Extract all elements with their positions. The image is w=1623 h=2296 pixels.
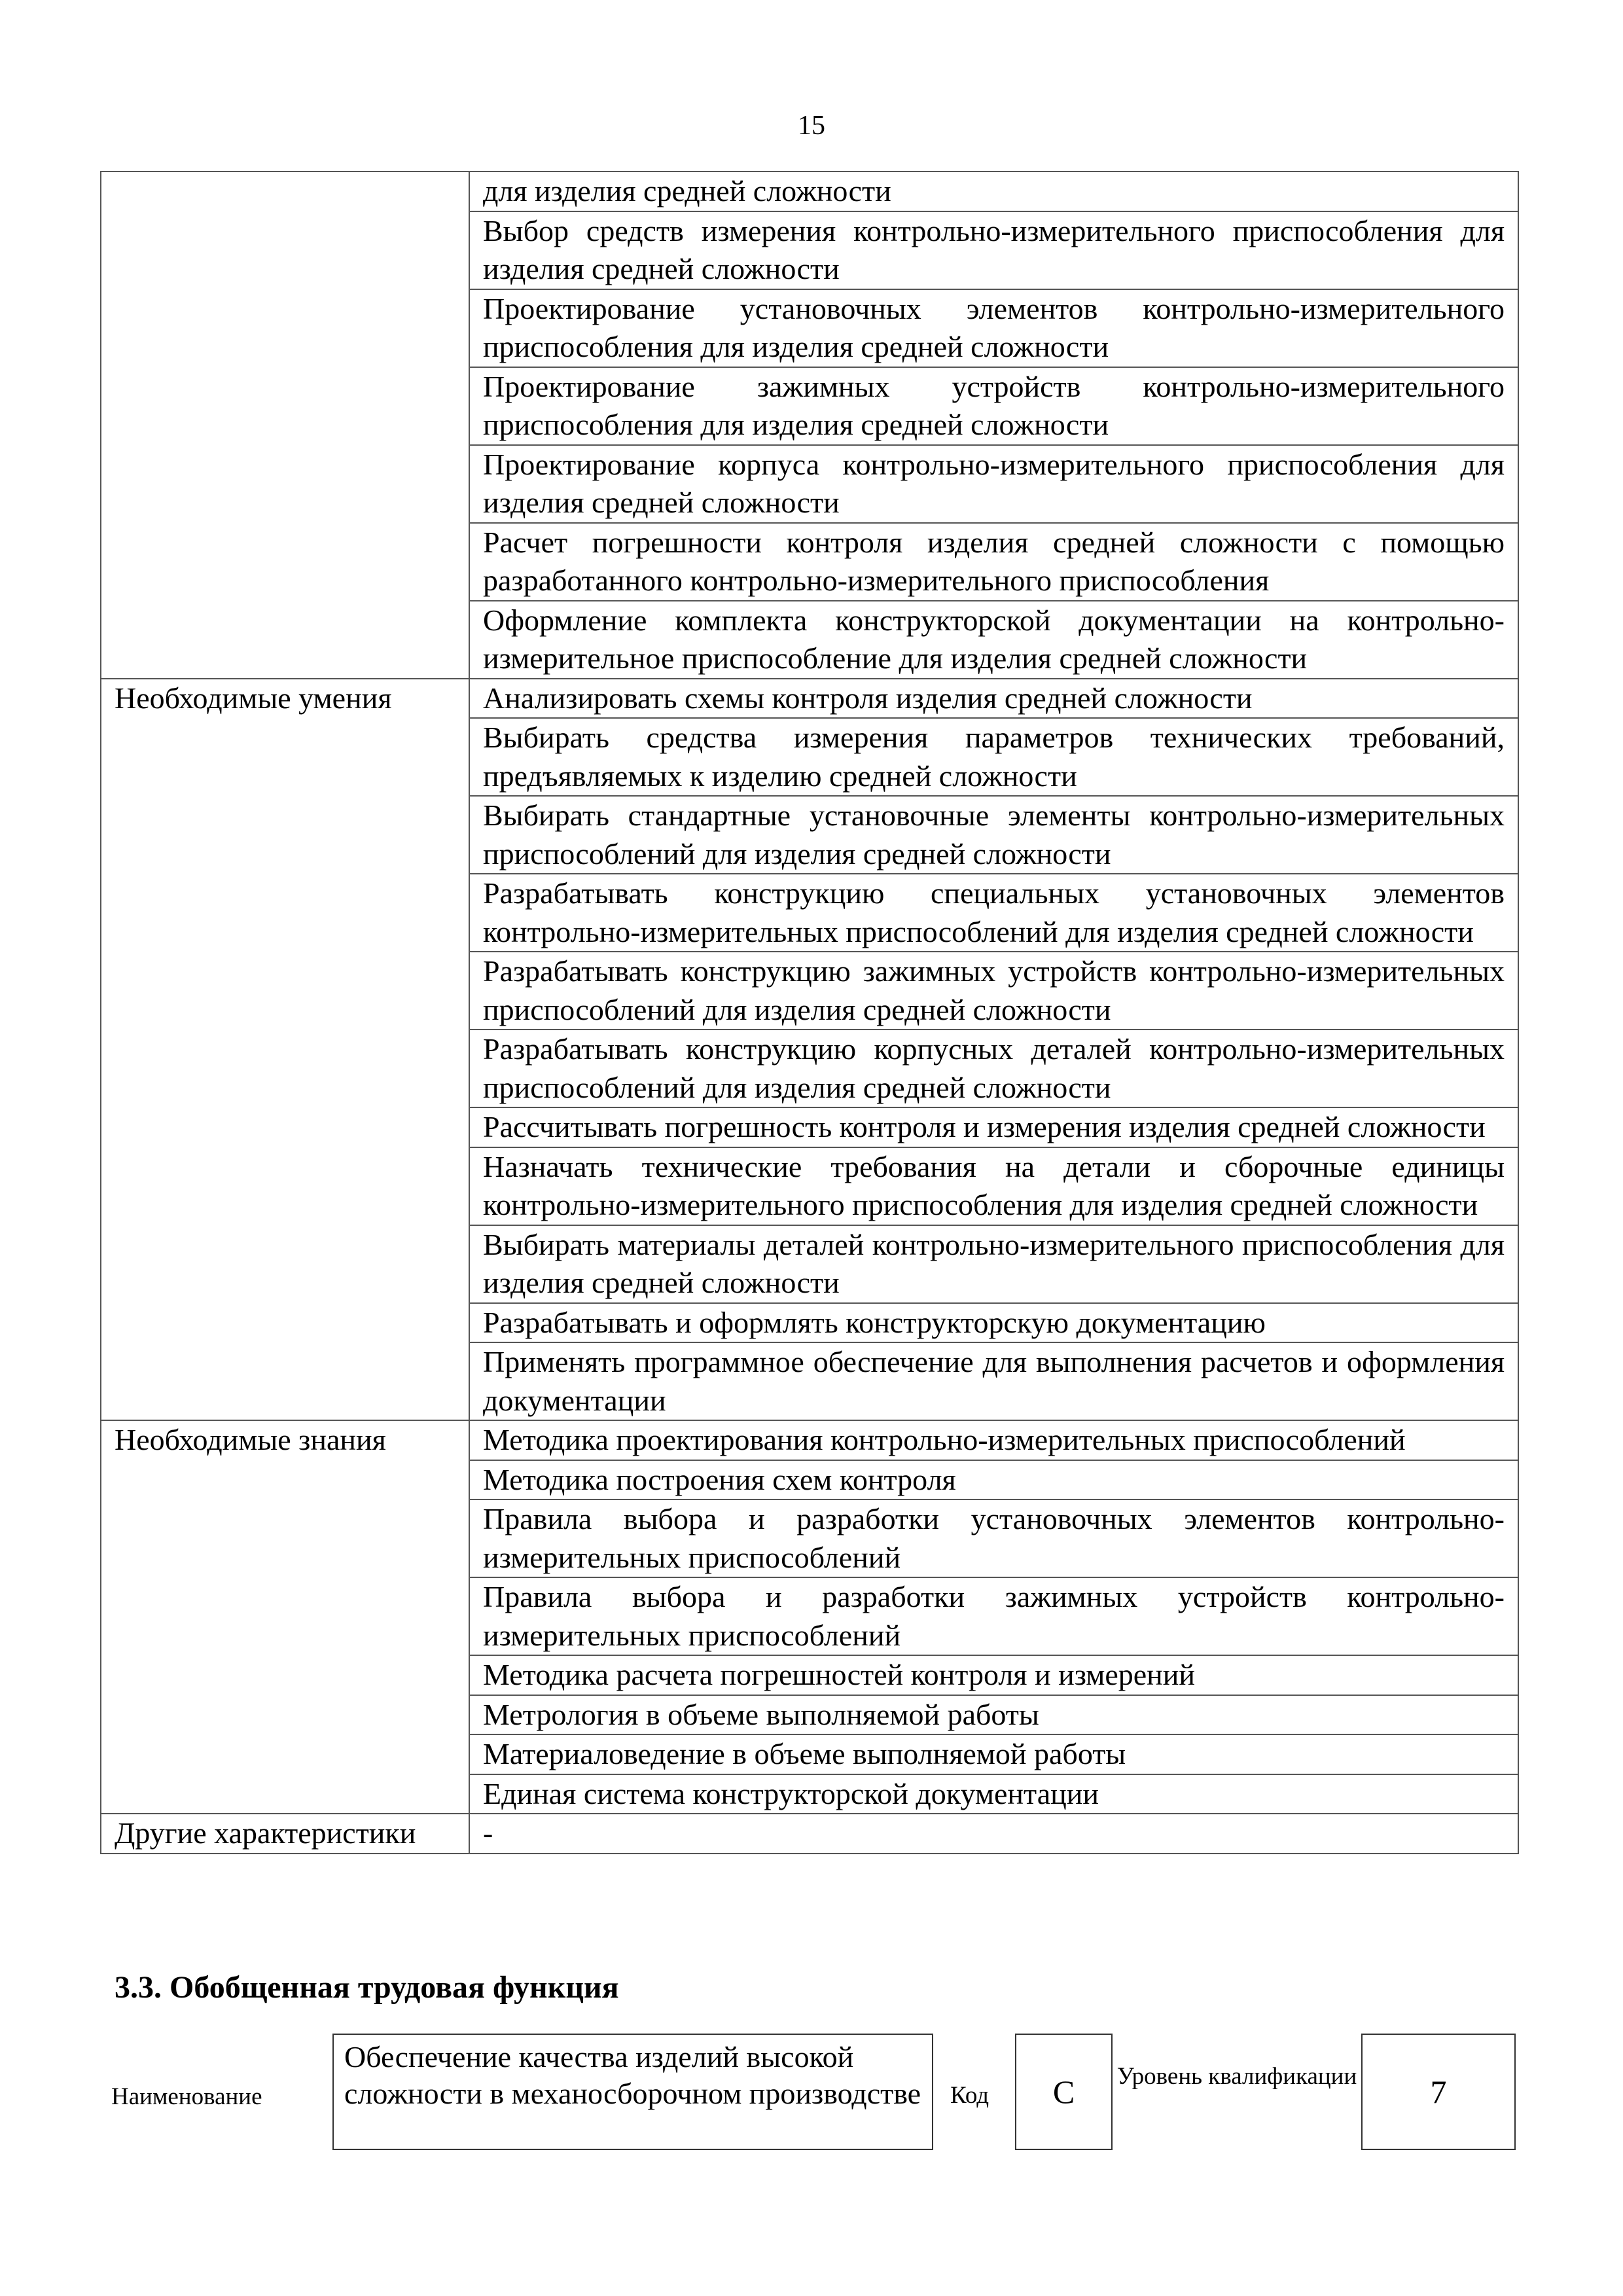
- row-group-label: Необходимые умения: [101, 679, 469, 1421]
- table-cell-item: Разрабатывать конструкцию корпусных деталей контрольно-измерительных приспособлений для изделия средней сложности: [469, 1030, 1518, 1107]
- table-cell-item: Анализировать схемы контроля изделия средней сложности: [469, 679, 1518, 719]
- row-group-label: Другие характеристики: [101, 1814, 469, 1854]
- table-cell-item: Метрология в объеме выполняемой работы: [469, 1695, 1518, 1735]
- table-cell-item: Применять программное обеспечение для выполнения расчетов и оформления документации: [469, 1342, 1518, 1420]
- table-cell-item: Назначать технические требования на детали и сборочные единицы контрольно-измерительного приспособления для изделия средней сложности: [469, 1147, 1518, 1225]
- section-heading: 3.3. Обобщенная трудовая функция: [115, 1970, 619, 2005]
- table-cell-item: Методика расчета погрешностей контроля и измерений: [469, 1655, 1518, 1695]
- code-label: Код: [950, 2082, 990, 2109]
- table-cell-item: Методика построения схем контроля: [469, 1460, 1518, 1500]
- table-cell-item: Проектирование установочных элементов контрольно-измерительного приспособления для изделия средней сложности: [469, 289, 1518, 367]
- table-cell-item: Проектирование корпуса контрольно-измерительного приспособления для изделия средней сложности: [469, 445, 1518, 523]
- row-group-label: [101, 171, 469, 679]
- table-row: [101, 1420, 1518, 1460]
- table-cell-item: Проектирование зажимных устройств контрольно-измерительного приспособления для изделия средней сложности: [469, 367, 1518, 445]
- row-group-label: Необходимые знания: [101, 1420, 469, 1814]
- table-cell-item: Разрабатывать конструкцию зажимных устройств контрольно-измерительных приспособлений для изделия средней сложности: [469, 952, 1518, 1030]
- page-number: 15: [798, 111, 825, 141]
- table-cell-item: Правила выбора и разработки зажимных устройств контрольно-измерительных приспособлений: [469, 1577, 1518, 1655]
- table-cell-item: Материаловедение в объеме выполняемой работы: [469, 1734, 1518, 1774]
- table-row: [101, 1814, 1518, 1854]
- qualification-level-box: 7: [1361, 2034, 1516, 2150]
- table-cell-item: Выбирать средства измерения параметров технических требований, предъявляемых к изделию средней сложности: [469, 718, 1518, 796]
- table-cell-item: Правила выбора и разработки установочных элементов контрольно-измерительных приспособлений: [469, 1499, 1518, 1577]
- table-cell-item: Единая система конструкторской документации: [469, 1774, 1518, 1814]
- table-cell-item: для изделия средней сложности: [469, 171, 1518, 211]
- table-cell-item: Выбор средств измерения контрольно-измерительного приспособления для изделия средней сложности: [469, 211, 1518, 289]
- function-name-box: Обеспечение качества изделий высокой сложности в механосборочном производстве: [332, 2034, 933, 2150]
- qualification-level-label: Уровень квалификации: [1116, 2063, 1357, 2090]
- characteristics-table: [100, 171, 1519, 1854]
- table-cell-item: Разрабатывать конструкцию специальных установочных элементов контрольно-измерительных приспособлений для изделия средней сложности: [469, 874, 1518, 952]
- table-cell-item: Расчет погрешности контроля изделия средней сложности с помощью разработанного контрольно-измерительного приспособления: [469, 523, 1518, 601]
- name-label: Наименование: [111, 2083, 262, 2110]
- table-cell-item: Выбирать стандартные установочные элементы контрольно-измерительных приспособлений для изделия средней сложности: [469, 796, 1518, 874]
- table-cell-item: Разрабатывать и оформлять конструкторскую документацию: [469, 1303, 1518, 1343]
- code-box: C: [1015, 2034, 1113, 2150]
- table-cell-item: Оформление комплекта конструкторской документации на контрольно-измерительное приспособление для изделия средней сложности: [469, 601, 1518, 679]
- table-row: [101, 679, 1518, 719]
- table-cell-item: -: [469, 1814, 1518, 1854]
- table-cell-item: Рассчитывать погрешность контроля и измерения изделия средней сложности: [469, 1107, 1518, 1147]
- table-cell-item: Выбирать материалы деталей контрольно-измерительного приспособления для изделия средней сложности: [469, 1225, 1518, 1303]
- table-cell-item: Методика проектирования контрольно-измерительных приспособлений: [469, 1420, 1518, 1460]
- table-row: [101, 171, 1518, 211]
